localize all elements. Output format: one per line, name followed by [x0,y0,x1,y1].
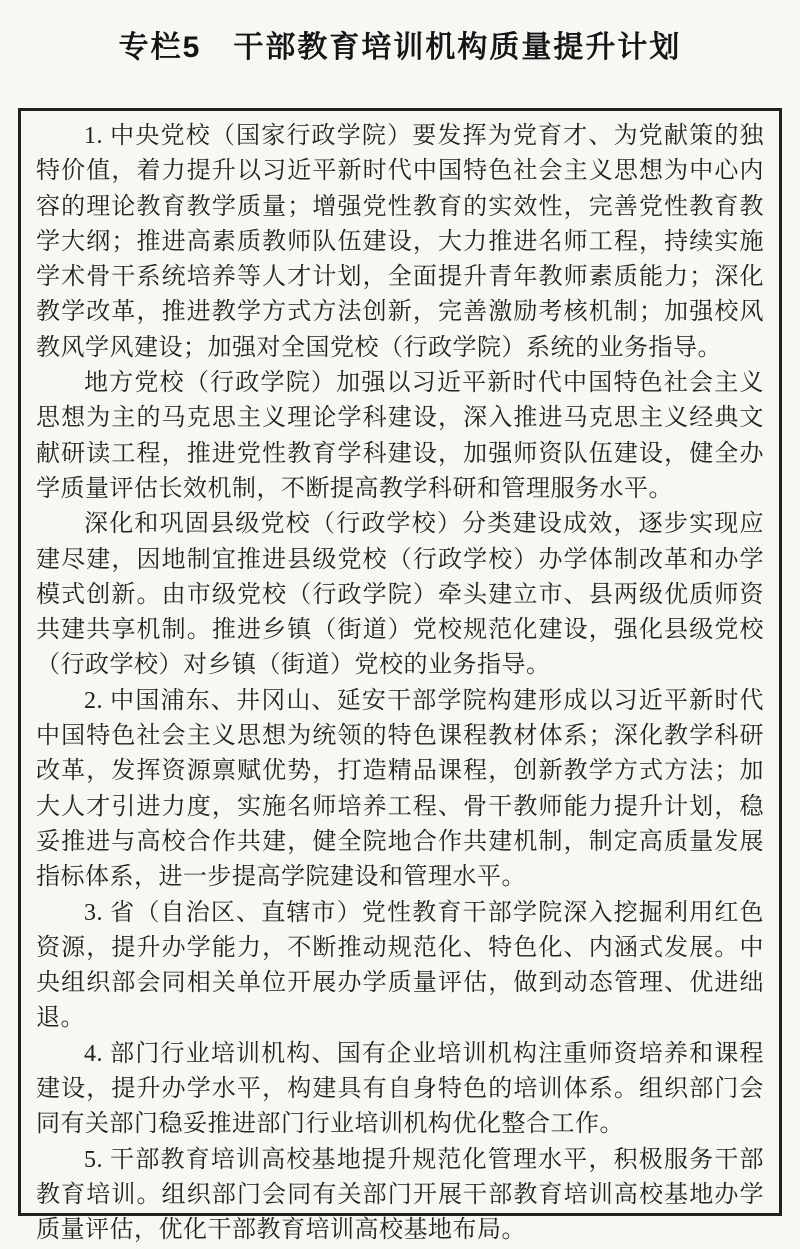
paragraph-university-training-bases: 5. 干部教育培训高校基地提升规范化管理水平，积极服务干部教育培训。组织部门会同有关部门开展干部教育培训高校基地办学质量评估，优化干部教育培训高校基地布局。 [36,1146,764,1244]
paragraph-industry-training-institutions: 4. 部门行业培训机构、国有企业培训机构注重师资培养和课程建设，提升办学水平，构建具有自身特色的培训体系。组织部门会同有关部门稳妥推进部门行业培训机构优化整合工作。 [36,1040,764,1138]
page-title: 专栏5 干部教育培训机构质量提升计划 [118,31,682,64]
paragraph-local-party-schools: 地方党校（行政学院）加强以习近平新时代中国特色社会主义思想为主的马克思主义理论学科建设，深入推进马克思主义经典文献研读工程，推进党性教育学科建设，加强师资队伍建设，健全办学质量评估长效机制，不断提高教学科研和管理服务水平。 [36,370,764,502]
paragraph-cadre-academies: 2. 中国浦东、井冈山、延安干部学院构建形成以习近平新时代中国特色社会主义思想为统领的特色课程教材体系；深化教学科研改革，发挥资源禀赋优势，打造精品课程，创新教学方式方法；加大人才引进力度，实施名师培养工程、骨干教师能力提升计划，稳妥推进与高校合作共建，健全院地合作共建机制，制定高质量发展指标体系，进一步提高学院建设和管理水平。 [36,687,764,891]
paragraph-provincial-academies: 3. 省（自治区、直辖市）党性教育干部学院深入挖掘利用红色资源，提升办学能力，不断推动规范化、特色化、内涵式发展。中央组织部会同相关单位开展办学质量评估，做到动态管理、优进绌退。 [36,899,764,1032]
paragraph-central-party-school: 1. 中央党校（国家行政学院）要发挥为党育才、为党献策的独特价值，着力提升以习近平新时代中国特色社会主义思想为中心内容的理论教育教学质量；增强党性教育的实效性，完善党性教育教学大纲；推进高素质教师队伍建设，大力推进名师工程，持续实施学术骨干系统培养等人才计划，全面提升青年教师素质能力；深化教学改革，推进教学方式方法创新，完善激励考核机制；加强校风教风学风建设；加强对全国党校（行政学院）系统的业务指导。 [36,123,764,361]
content-box [18,108,782,1244]
paragraph-county-party-schools: 深化和巩固县级党校（行政学校）分类建设成效，逐步实现应建尽建，因地制宜推进县级党校（行政学校）办学体制改革和办学模式创新。由市级党校（行政学院）牵头建立市、县两级优质师资共建共享机制。推进乡镇（街道）党校规范化建设，强化县级党校（行政学校）对乡镇（街道）党校的业务指导。 [36,511,764,679]
